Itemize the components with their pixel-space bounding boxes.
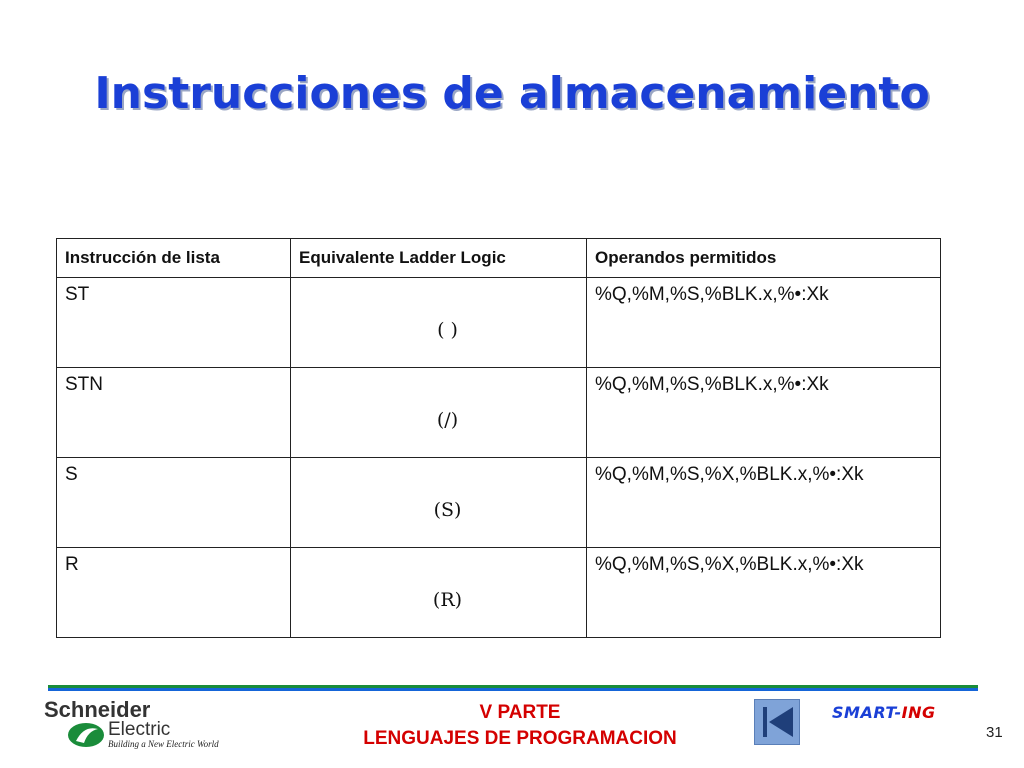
previous-slide-button[interactable] [754,699,800,745]
electric-leaf-icon [66,721,106,749]
logo-sub: Electric [108,719,171,740]
ladder-cell [291,548,587,638]
ladder-cell [291,368,587,458]
header-operands: Operandos permitidos [587,239,941,278]
smart-logo-part-b: ING [901,703,936,722]
footer-part: V PARTE [479,702,561,723]
ladder-cell [291,458,587,548]
table-row [57,278,941,368]
skip-back-icon [755,700,799,744]
header-instruction: Instrucción de lista [57,239,291,278]
ladder-coil-symbol: ( ) [437,318,458,341]
operands-cell: %Q,%M,%S,%X,%BLK.x,%•:Xk [587,458,941,548]
page-number: 31 [986,724,1003,741]
table-row [57,548,941,638]
footer-subject: LENGUAJES DE PROGRAMACION [363,728,677,749]
table-header-row [57,239,941,278]
slide-title: Instrucciones de almacenamiento [94,68,930,119]
table-row [57,368,941,458]
footer-section-title [300,700,740,752]
logo-brand: Schneider [44,697,151,722]
logo-tagline: Building a New Electric World [108,739,219,749]
instruction-cell: ST [57,278,291,368]
operands-cell: %Q,%M,%S,%X,%BLK.x,%•:Xk [587,548,941,638]
header-ladder: Equivalente Ladder Logic [291,239,587,278]
operands-cell: %Q,%M,%S,%BLK.x,%•:Xk [587,368,941,458]
table-row [57,458,941,548]
footer-divider-blue [48,688,978,691]
instruction-cell: R [57,548,291,638]
ladder-cell [291,278,587,368]
smart-logo-part-a: SMART- [832,703,902,722]
ladder-coil-symbol: (S) [433,498,462,521]
schneider-electric-logo [44,697,244,753]
ladder-coil-symbol: (/) [436,408,459,431]
instruction-cell: S [57,458,291,548]
ladder-coil-symbol: (R) [432,588,463,611]
smart-ing-logo [832,703,936,722]
instructions-table [56,238,941,638]
operands-cell: %Q,%M,%S,%BLK.x,%•:Xk [587,278,941,368]
instruction-cell: STN [57,368,291,458]
